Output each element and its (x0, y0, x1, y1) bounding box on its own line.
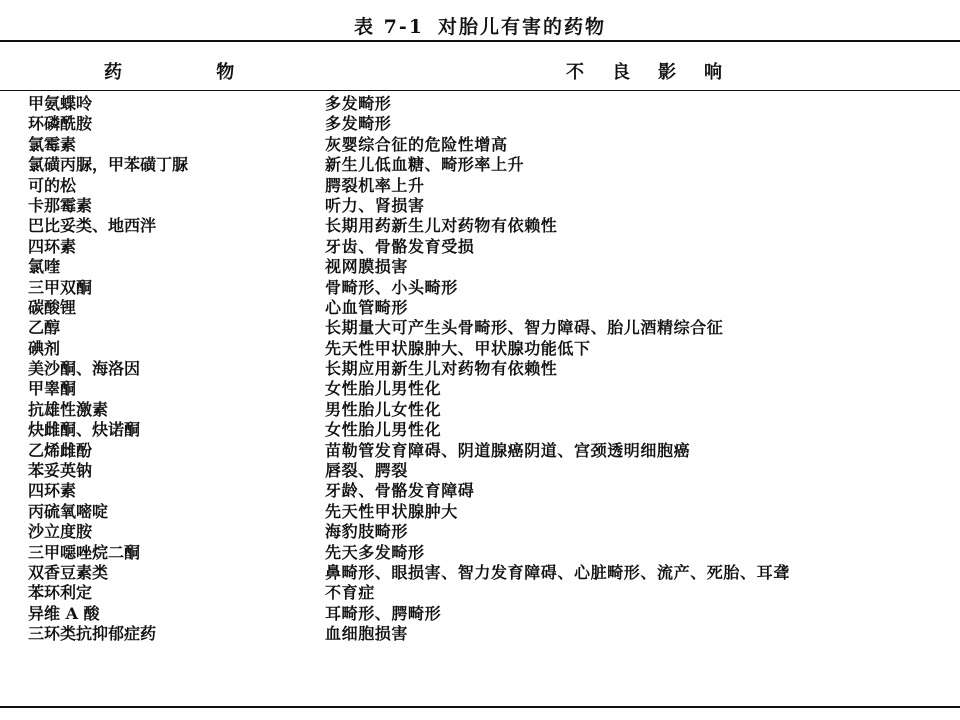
effect-cell: 新生儿低血糖、畸形率上升 (325, 155, 525, 175)
drug-cell: 异维 A 酸 (28, 603, 100, 623)
table-row (0, 216, 960, 236)
effect-cell: 海豹肢畸形 (325, 522, 409, 542)
drug-cell: 甲氨蝶呤 (28, 94, 93, 113)
column-header-effect: 不良影响 (566, 62, 750, 83)
effect-cell: 鼻畸形、眼损害、智力发育障碍、心脏畸形、流产、死胎、耳聋 (325, 562, 790, 582)
drug-cell: 可的松 (28, 175, 77, 195)
table-row (0, 522, 960, 542)
drug-cell: 苯环利定 (28, 583, 93, 603)
table-row (0, 481, 960, 501)
drug-cell: 苯妥英钠 (28, 461, 93, 481)
table-row (0, 624, 960, 644)
drug-cell: 碘剂 (28, 338, 61, 358)
drug-cell: 炔雌酮、炔诺酮 (28, 420, 141, 440)
table-row (0, 196, 960, 216)
effect-cell: 长期用药新生儿对药物有依赖性 (325, 216, 558, 236)
table-row (0, 339, 960, 359)
effect-cell: 女性胎儿男性化 (325, 420, 442, 440)
effect-cell: 心血管畸形 (325, 297, 409, 317)
effect-cell: 骨畸形、小头畸形 (325, 277, 458, 297)
drug-cell: 四环素 (28, 236, 77, 256)
drug-cell: 甲睾酮 (28, 379, 77, 399)
effect-cell: 苗勒管发育障碍、阴道腺癌阴道、宫颈透明细胞癌 (325, 440, 691, 460)
effect-cell: 先天性甲状腺肿大 (325, 501, 458, 521)
drug-cell: 三甲噁唑烷二酮 (28, 542, 141, 562)
table-row (0, 583, 960, 603)
drug-cell: 三甲双酮 (28, 277, 93, 297)
table-row (0, 359, 960, 379)
table-row (0, 420, 960, 440)
table-row (0, 461, 960, 481)
table-row (0, 257, 960, 277)
drug-cell: 巴比妥类、地西泮 (28, 216, 157, 236)
table-row (0, 318, 960, 338)
effect-cell: 男性胎儿女性化 (325, 399, 442, 419)
table-row (0, 278, 960, 298)
drug-cell: 卡那霉素 (28, 195, 93, 215)
effect-cell: 唇裂、腭裂 (325, 461, 409, 481)
effect-cell: 腭裂机率上升 (325, 175, 425, 195)
table-caption: 对胎儿有害的药物 (437, 16, 606, 38)
table-row (0, 298, 960, 318)
column-header-drug: 药 物 (104, 62, 279, 83)
top-rule (0, 40, 960, 42)
effect-cell: 耳畸形、腭畸形 (325, 603, 442, 623)
table-row (0, 441, 960, 461)
effect-cell: 多发畸形 (325, 94, 392, 113)
drug-cell: 氯喹 (28, 257, 61, 277)
table-row (0, 400, 960, 420)
drug-cell: 四环素 (28, 481, 77, 501)
effect-cell: 女性胎儿男性化 (325, 379, 442, 399)
table-title (0, 12, 960, 39)
drug-cell: 双香豆素类 (28, 562, 109, 582)
table-row (0, 543, 960, 563)
effect-cell: 先天性甲状腺肿大、甲状腺功能低下 (325, 338, 591, 358)
effect-cell: 长期量大可产生头骨畸形、智力障碍、胎儿酒精综合征 (325, 318, 724, 338)
drug-cell: 乙烯雌酚 (28, 440, 93, 460)
drug-cell: 碳酸锂 (28, 297, 77, 317)
table-row (0, 114, 960, 134)
table-row (0, 135, 960, 155)
table-row (0, 563, 960, 583)
drug-cell: 环磷酰胺 (28, 114, 93, 134)
table-number: 表 7-1 (354, 16, 424, 38)
header-rule (0, 90, 960, 91)
drug-cell: 丙硫氧嘧啶 (28, 501, 109, 521)
effect-cell: 视网膜损害 (325, 257, 409, 277)
effect-cell: 长期应用新生儿对药物有依赖性 (325, 359, 558, 379)
drug-cell: 抗雄性激素 (28, 399, 109, 419)
drug-cell: 沙立度胺 (28, 522, 93, 542)
table-row (0, 176, 960, 196)
drug-cell: 氯霉素 (28, 134, 77, 154)
effect-cell: 不育症 (325, 583, 375, 603)
effect-cell: 听力、肾损害 (325, 195, 425, 215)
bottom-rule (0, 706, 960, 708)
table-row (0, 94, 960, 114)
table-row (0, 502, 960, 522)
effect-cell: 灰婴综合征的危险性增高 (325, 134, 508, 154)
drug-cell: 氯磺丙脲，甲苯磺丁脲 (28, 155, 189, 175)
table-body (0, 94, 960, 645)
drug-cell: 三环类抗抑郁症药 (28, 624, 157, 644)
effect-cell: 牙齿、骨骼发育受损 (325, 236, 475, 256)
effect-cell: 多发畸形 (325, 114, 392, 134)
table-row (0, 155, 960, 175)
effect-cell: 血细胞损害 (325, 624, 409, 644)
drug-cell: 美沙酮、海洛因 (28, 359, 141, 379)
effect-cell: 先天多发畸形 (325, 542, 425, 562)
table-row (0, 604, 960, 624)
drug-cell: 乙醇 (28, 318, 61, 338)
effect-cell: 牙龄、骨骼发育障碍 (325, 481, 475, 501)
table-row (0, 237, 960, 257)
table-row (0, 379, 960, 399)
